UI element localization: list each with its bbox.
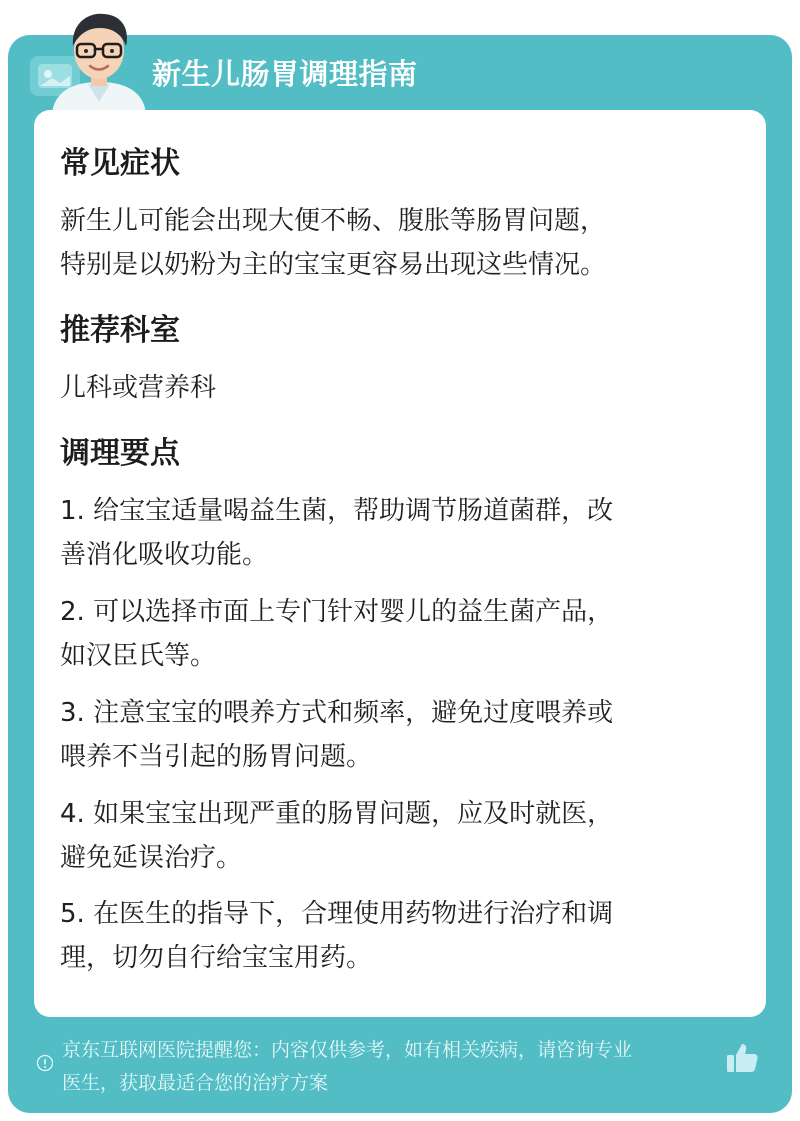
department-text: 儿科或营养科 (60, 373, 217, 403)
tip-line: 2. 可以选择市面上专门针对婴儿的益生菌产品， (60, 597, 614, 627)
disclaimer-line: 京东互联网医院提醒您：内容仅供参考，如有相关疾病，请咨询专业 (62, 1039, 633, 1061)
tip-item (60, 489, 740, 577)
tip-line: 3. 注意宝宝的喂养方式和频率，避免过度喂养或 (60, 698, 614, 728)
info-circle-icon (36, 1054, 54, 1072)
disclaimer-line: 医生，获取最适合您的治疗方案 (62, 1072, 329, 1094)
symptoms-line: 特别是以奶粉为主的宝宝更容易出现这些情况。 (60, 250, 607, 280)
tip-line: 善消化吸收功能。 (60, 540, 269, 570)
symptoms-heading: 常见症状 (60, 146, 180, 181)
tip-line: 4. 如果宝宝出现严重的肠胃问题，应及时就医， (60, 799, 614, 829)
disclaimer-text (62, 1034, 730, 1100)
tip-line: 1. 给宝宝适量喝益生菌，帮助调节肠道菌群，改 (60, 496, 614, 526)
tips-heading: 调理要点 (60, 436, 180, 471)
tip-item (60, 590, 740, 678)
tip-item (60, 691, 740, 779)
symptoms-line: 新生儿可能会出现大便不畅、腹胀等肠胃问题， (60, 206, 607, 236)
symptoms-text (60, 199, 740, 287)
tip-line: 喂养不当引起的肠胃问题。 (60, 742, 373, 772)
tip-item (60, 892, 740, 980)
tip-item (60, 792, 740, 880)
department-heading: 推荐科室 (60, 313, 180, 348)
thumbs-up-icon[interactable] (724, 1040, 760, 1076)
tip-line: 理，切勿自行给宝宝用药。 (60, 943, 373, 973)
page-title: 新生儿肠胃调理指南 (152, 57, 418, 91)
tip-line: 避免延误治疗。 (60, 843, 243, 873)
doctor-avatar (44, 6, 154, 114)
content-card (34, 110, 766, 1017)
tip-line: 如汉臣氏等。 (60, 641, 217, 671)
tip-line: 5. 在医生的指导下，合理使用药物进行治疗和调 (60, 899, 614, 929)
